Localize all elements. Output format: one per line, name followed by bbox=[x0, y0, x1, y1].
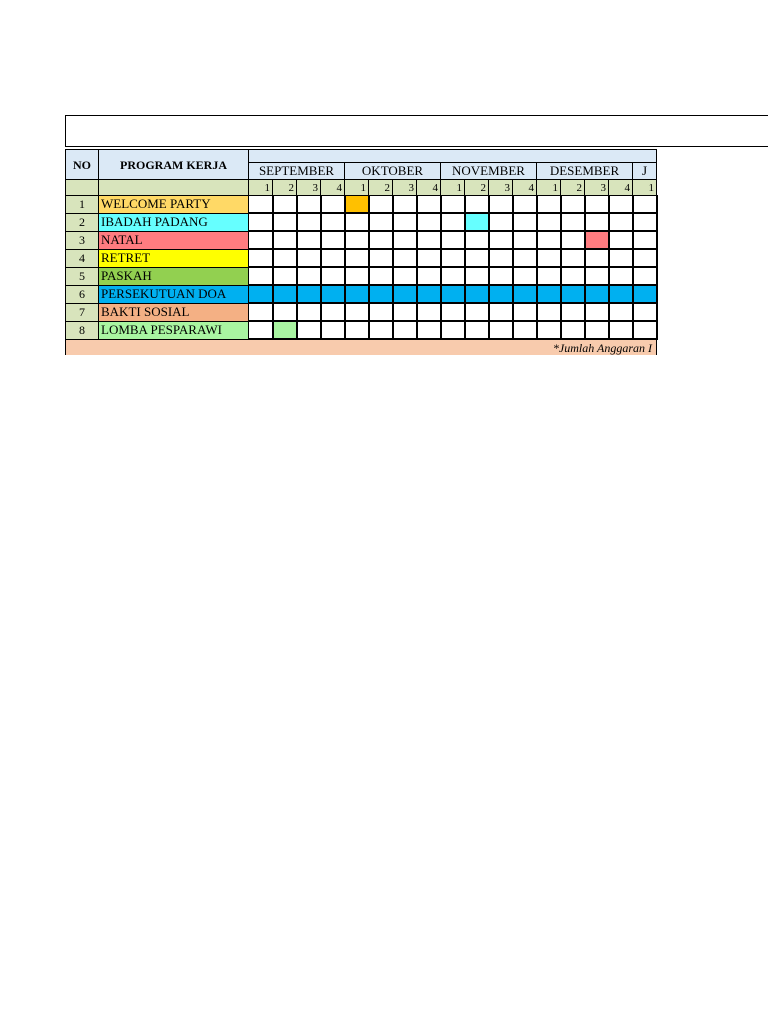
schedule-cell[interactable] bbox=[489, 267, 513, 285]
schedule-cell[interactable] bbox=[393, 267, 417, 285]
schedule-cell[interactable] bbox=[537, 267, 561, 285]
schedule-cell[interactable] bbox=[321, 285, 345, 303]
row-number[interactable]: 6 bbox=[66, 285, 99, 303]
schedule-cell[interactable] bbox=[537, 231, 561, 249]
schedule-cell[interactable] bbox=[465, 285, 489, 303]
schedule-cell[interactable] bbox=[369, 303, 393, 321]
schedule-cell[interactable] bbox=[393, 249, 417, 267]
schedule-cell[interactable] bbox=[585, 285, 609, 303]
schedule-cell[interactable] bbox=[561, 303, 585, 321]
schedule-cell[interactable] bbox=[633, 196, 657, 214]
week-number: 3 bbox=[489, 180, 513, 196]
schedule-cell[interactable] bbox=[369, 267, 393, 285]
schedule-cell[interactable] bbox=[273, 231, 297, 249]
schedule-cell[interactable] bbox=[321, 303, 345, 321]
schedule-cell[interactable] bbox=[369, 249, 393, 267]
schedule-cell[interactable] bbox=[441, 213, 465, 231]
schedule-cell[interactable] bbox=[393, 321, 417, 339]
month-header[interactable]: J bbox=[633, 163, 657, 180]
schedule-cell[interactable] bbox=[321, 231, 345, 249]
schedule-cell[interactable] bbox=[345, 213, 369, 231]
schedule-cell[interactable] bbox=[393, 213, 417, 231]
schedule-cell[interactable] bbox=[345, 267, 369, 285]
program-name[interactable]: RETRET bbox=[99, 249, 249, 267]
week-number: 1 bbox=[249, 180, 273, 196]
schedule-cell[interactable] bbox=[513, 231, 537, 249]
schedule-cell[interactable] bbox=[369, 285, 393, 303]
schedule-cell[interactable] bbox=[345, 321, 369, 339]
week-number: 3 bbox=[585, 180, 609, 196]
schedule-cell[interactable] bbox=[609, 285, 633, 303]
schedule-cell[interactable] bbox=[297, 231, 321, 249]
week-number: 3 bbox=[393, 180, 417, 196]
schedule-cell[interactable] bbox=[249, 285, 273, 303]
schedule-cell[interactable] bbox=[489, 303, 513, 321]
schedule-cell[interactable] bbox=[249, 249, 273, 267]
schedule-cell[interactable] bbox=[585, 249, 609, 267]
program-name[interactable]: LOMBA PESPARAWI bbox=[99, 321, 249, 339]
schedule-cell[interactable] bbox=[585, 196, 609, 214]
schedule-cell[interactable] bbox=[321, 249, 345, 267]
schedule-cell[interactable] bbox=[393, 231, 417, 249]
schedule-cell[interactable] bbox=[489, 231, 513, 249]
program-name[interactable]: PASKAH bbox=[99, 267, 249, 285]
schedule-cell[interactable] bbox=[513, 285, 537, 303]
schedule-cell[interactable] bbox=[513, 249, 537, 267]
week-number: 1 bbox=[537, 180, 561, 196]
schedule-cell[interactable] bbox=[633, 321, 657, 339]
header-no[interactable]: NO bbox=[66, 150, 99, 180]
schedule-cell[interactable] bbox=[417, 267, 441, 285]
schedule-cell[interactable] bbox=[441, 249, 465, 267]
schedule-cell[interactable] bbox=[633, 285, 657, 303]
scheduled-cell[interactable] bbox=[345, 196, 369, 214]
schedule-cell[interactable] bbox=[537, 321, 561, 339]
week-number: 3 bbox=[297, 180, 321, 196]
month-header[interactable]: DESEMBER bbox=[537, 163, 633, 180]
schedule-cell[interactable] bbox=[441, 285, 465, 303]
schedule-cell[interactable] bbox=[441, 321, 465, 339]
schedule-sheet bbox=[65, 115, 768, 355]
schedule-cell[interactable] bbox=[537, 213, 561, 231]
schedule-cell[interactable] bbox=[297, 267, 321, 285]
schedule-cell[interactable] bbox=[633, 231, 657, 249]
schedule-cell[interactable] bbox=[465, 249, 489, 267]
schedule-cell[interactable] bbox=[561, 321, 585, 339]
schedule-cell[interactable] bbox=[441, 303, 465, 321]
schedule-cell[interactable] bbox=[321, 213, 345, 231]
table-row bbox=[66, 231, 657, 249]
schedule-cell[interactable] bbox=[321, 196, 345, 214]
schedule-cell[interactable] bbox=[609, 231, 633, 249]
schedule-cell[interactable] bbox=[417, 249, 441, 267]
schedule-cell[interactable] bbox=[489, 196, 513, 214]
table-row bbox=[66, 303, 657, 321]
table-row bbox=[66, 249, 657, 267]
schedule-cell[interactable] bbox=[513, 303, 537, 321]
row-number[interactable]: 1 bbox=[66, 196, 99, 214]
schedule-cell[interactable] bbox=[537, 303, 561, 321]
week-number: 1 bbox=[633, 180, 657, 196]
header-program[interactable]: PROGRAM KERJA bbox=[99, 150, 249, 180]
budget-note: *Jumlah Anggaran I bbox=[552, 341, 652, 355]
schedule-cell[interactable] bbox=[417, 231, 441, 249]
program-name[interactable]: BAKTI SOSIAL bbox=[99, 303, 249, 321]
row-number[interactable]: 8 bbox=[66, 321, 99, 339]
schedule-cell[interactable] bbox=[273, 213, 297, 231]
schedule-cell[interactable] bbox=[249, 213, 273, 231]
schedule-cell[interactable] bbox=[297, 321, 321, 339]
week-number: 4 bbox=[609, 180, 633, 196]
schedule-cell[interactable] bbox=[585, 267, 609, 285]
schedule-cell[interactable] bbox=[441, 231, 465, 249]
schedule-cell[interactable] bbox=[297, 196, 321, 214]
schedule-cell[interactable] bbox=[273, 196, 297, 214]
schedule-cell[interactable] bbox=[585, 321, 609, 339]
schedule-cell[interactable] bbox=[393, 303, 417, 321]
table-row bbox=[66, 267, 657, 285]
schedule-cell[interactable] bbox=[585, 213, 609, 231]
week-number: 4 bbox=[417, 180, 441, 196]
schedule-cell[interactable] bbox=[297, 249, 321, 267]
schedule-cell[interactable] bbox=[393, 285, 417, 303]
row-number[interactable]: 7 bbox=[66, 303, 99, 321]
week-number: 2 bbox=[273, 180, 297, 196]
schedule-cell[interactable] bbox=[609, 303, 633, 321]
week-number: 1 bbox=[345, 180, 369, 196]
schedule-cell[interactable] bbox=[249, 267, 273, 285]
schedule-cell[interactable] bbox=[585, 303, 609, 321]
week-number: 2 bbox=[561, 180, 585, 196]
schedule-cell[interactable] bbox=[441, 196, 465, 214]
schedule-cell[interactable] bbox=[633, 303, 657, 321]
schedule-cell[interactable] bbox=[465, 321, 489, 339]
schedule-cell[interactable] bbox=[489, 285, 513, 303]
week-row-program bbox=[99, 180, 249, 196]
schedule-cell[interactable] bbox=[633, 267, 657, 285]
schedule-cell[interactable] bbox=[537, 196, 561, 214]
schedule-cell[interactable] bbox=[369, 321, 393, 339]
schedule-cell[interactable] bbox=[561, 231, 585, 249]
schedule-cell[interactable] bbox=[609, 321, 633, 339]
schedule-cell[interactable] bbox=[345, 249, 369, 267]
schedule-cell[interactable] bbox=[417, 321, 441, 339]
schedule-cell[interactable] bbox=[465, 303, 489, 321]
row-number[interactable]: 2 bbox=[66, 213, 99, 231]
row-number[interactable]: 5 bbox=[66, 267, 99, 285]
schedule-cell[interactable] bbox=[321, 321, 345, 339]
week-number: 4 bbox=[513, 180, 537, 196]
schedule-cell[interactable] bbox=[297, 213, 321, 231]
schedule-cell[interactable] bbox=[561, 285, 585, 303]
schedule-cell[interactable] bbox=[417, 196, 441, 214]
schedule-cell[interactable] bbox=[513, 321, 537, 339]
schedule-cell[interactable] bbox=[249, 321, 273, 339]
schedule-cell[interactable] bbox=[393, 196, 417, 214]
schedule-cell[interactable] bbox=[561, 213, 585, 231]
schedule-cell[interactable] bbox=[609, 267, 633, 285]
schedule-cell[interactable] bbox=[465, 231, 489, 249]
scheduled-cell[interactable] bbox=[465, 213, 489, 231]
scheduled-cell[interactable] bbox=[273, 321, 297, 339]
schedule-cell[interactable] bbox=[513, 213, 537, 231]
schedule-cell[interactable] bbox=[561, 249, 585, 267]
schedule-cell[interactable] bbox=[465, 267, 489, 285]
schedule-cell[interactable] bbox=[369, 231, 393, 249]
schedule-cell[interactable] bbox=[489, 213, 513, 231]
schedule-cell[interactable] bbox=[609, 249, 633, 267]
schedule-cell[interactable] bbox=[465, 196, 489, 214]
schedule-cell[interactable] bbox=[489, 321, 513, 339]
schedule-cell[interactable] bbox=[609, 213, 633, 231]
table-row bbox=[66, 285, 657, 303]
schedule-cell[interactable] bbox=[633, 249, 657, 267]
schedule-cell[interactable] bbox=[537, 249, 561, 267]
schedule-cell[interactable] bbox=[345, 231, 369, 249]
schedule-cell[interactable] bbox=[273, 285, 297, 303]
program-name[interactable]: NATAL bbox=[99, 231, 249, 249]
program-name[interactable]: WELCOME PARTY bbox=[99, 196, 249, 214]
schedule-cell[interactable] bbox=[345, 285, 369, 303]
schedule-cell[interactable] bbox=[513, 196, 537, 214]
program-name[interactable]: IBADAH PADANG bbox=[99, 213, 249, 231]
scheduled-cell[interactable] bbox=[585, 231, 609, 249]
schedule-cell[interactable] bbox=[561, 267, 585, 285]
budget-footer bbox=[66, 339, 657, 355]
schedule-cell[interactable] bbox=[561, 196, 585, 214]
schedule-cell[interactable] bbox=[417, 213, 441, 231]
week-row-no bbox=[66, 180, 99, 196]
work-program-table bbox=[65, 149, 658, 355]
schedule-cell[interactable] bbox=[417, 303, 441, 321]
schedule-cell[interactable] bbox=[297, 303, 321, 321]
schedule-cell[interactable] bbox=[273, 249, 297, 267]
week-number: 2 bbox=[465, 180, 489, 196]
schedule-cell[interactable] bbox=[249, 196, 273, 214]
table-row bbox=[66, 213, 657, 231]
schedule-cell[interactable] bbox=[633, 213, 657, 231]
schedule-cell[interactable] bbox=[441, 267, 465, 285]
week-number: 2 bbox=[369, 180, 393, 196]
month-header[interactable]: NOVEMBER bbox=[441, 163, 537, 180]
schedule-cell[interactable] bbox=[513, 267, 537, 285]
schedule-cell[interactable] bbox=[249, 231, 273, 249]
schedule-cell[interactable] bbox=[489, 249, 513, 267]
title-box[interactable] bbox=[65, 115, 768, 147]
schedule-cell[interactable] bbox=[249, 303, 273, 321]
month-header[interactable]: SEPTEMBER bbox=[249, 163, 345, 180]
schedule-cell[interactable] bbox=[297, 285, 321, 303]
week-number: 4 bbox=[321, 180, 345, 196]
schedule-cell[interactable] bbox=[417, 285, 441, 303]
schedule-cell[interactable] bbox=[369, 213, 393, 231]
row-number[interactable]: 3 bbox=[66, 231, 99, 249]
table-row bbox=[66, 196, 657, 214]
row-number[interactable]: 4 bbox=[66, 249, 99, 267]
program-name[interactable]: PERSEKUTUAN DOA bbox=[99, 285, 249, 303]
month-header[interactable]: OKTOBER bbox=[345, 163, 441, 180]
month-header-strip bbox=[249, 150, 657, 163]
schedule-cell[interactable] bbox=[273, 303, 297, 321]
week-number: 1 bbox=[441, 180, 465, 196]
schedule-cell[interactable] bbox=[273, 267, 297, 285]
schedule-cell[interactable] bbox=[321, 267, 345, 285]
schedule-cell[interactable] bbox=[537, 285, 561, 303]
schedule-cell[interactable] bbox=[609, 196, 633, 214]
table-row bbox=[66, 321, 657, 339]
schedule-cell[interactable] bbox=[369, 196, 393, 214]
schedule-cell[interactable] bbox=[345, 303, 369, 321]
